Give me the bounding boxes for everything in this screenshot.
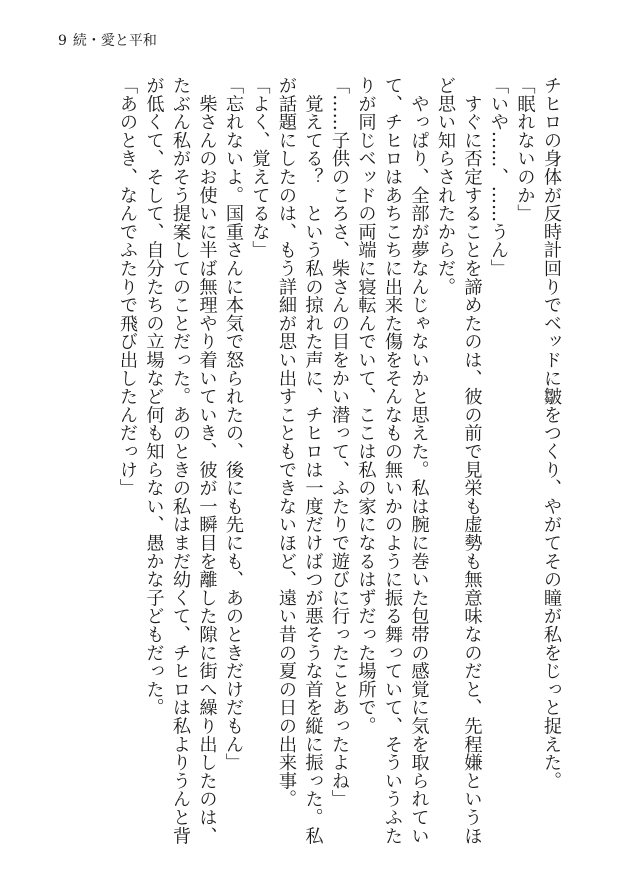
running-header (58, 32, 157, 50)
text-line: りが同じベッドの両端に寝転んでいて、ここは私の家になるはずだった場所で。 (355, 76, 377, 735)
text-line: たぶん私がそう提案してのことだった。あのときの私はまだ幼くて、チヒロは私よりうんと背 (170, 76, 191, 845)
body-text (64, 76, 564, 846)
text-line: 「眠れないのか」 (514, 76, 536, 223)
chapter-title: 続・愛と平和 (72, 33, 157, 49)
text-line: チヒロの身体が反時計回りでベッドに皺をつくり、やがてその瞳が私をじっと捉えた。 (541, 76, 562, 790)
text-line: やっぱり、全部が夢なんじゃないかと思えた。私は腕に巻いた包帯の感覚に気を取られてい (408, 76, 430, 845)
text-line: て、チヒロはあちこちに出来た傷をそんなもの無いかのように振る舞っていて、そういうふた (382, 76, 403, 845)
text-line: 「いや……、……うん」 (488, 76, 509, 278)
text-line: 覚えてる？ という私の掠れた声に、チヒロは一度だけばつが悪そうな首を縦に振った。私 (302, 76, 324, 845)
page-number: 9 (58, 33, 67, 49)
text-line: ど思い知らされたからだ。 (435, 76, 456, 296)
text-line: 「よく、覚えてるな」 (249, 76, 271, 259)
text-line: 「あのとき、なんでふたりで飛び出したんだっけ」 (117, 76, 138, 497)
text-line: 「忘れないよ。国重さんに本気で怒られたの、後にも先にも、あのときだけだもん」 (223, 76, 244, 772)
text-line: 柴さんのお使いに半ば無理やり着いていき、彼が一瞬目を離した隙に街へ繰り出したのは、 (196, 76, 218, 845)
text-line: すぐに否定することを諦めたのは、彼の前で見栄も虚勢も無意味なのだと、先程嫌というほ (461, 76, 483, 845)
text-line: が話題にしたのは、もう詳細が思い出すこともできないほど、遠い昔の夏の日の出来事。 (276, 76, 297, 808)
text-line: が低くて、そして、自分たちの立場など何も知らない、愚かな子どもだった。 (143, 76, 165, 717)
text-line: 「……子供のころさ、柴さんの目をかい潜って、ふたりで遊びに行ったことあったよね」 (329, 76, 350, 808)
